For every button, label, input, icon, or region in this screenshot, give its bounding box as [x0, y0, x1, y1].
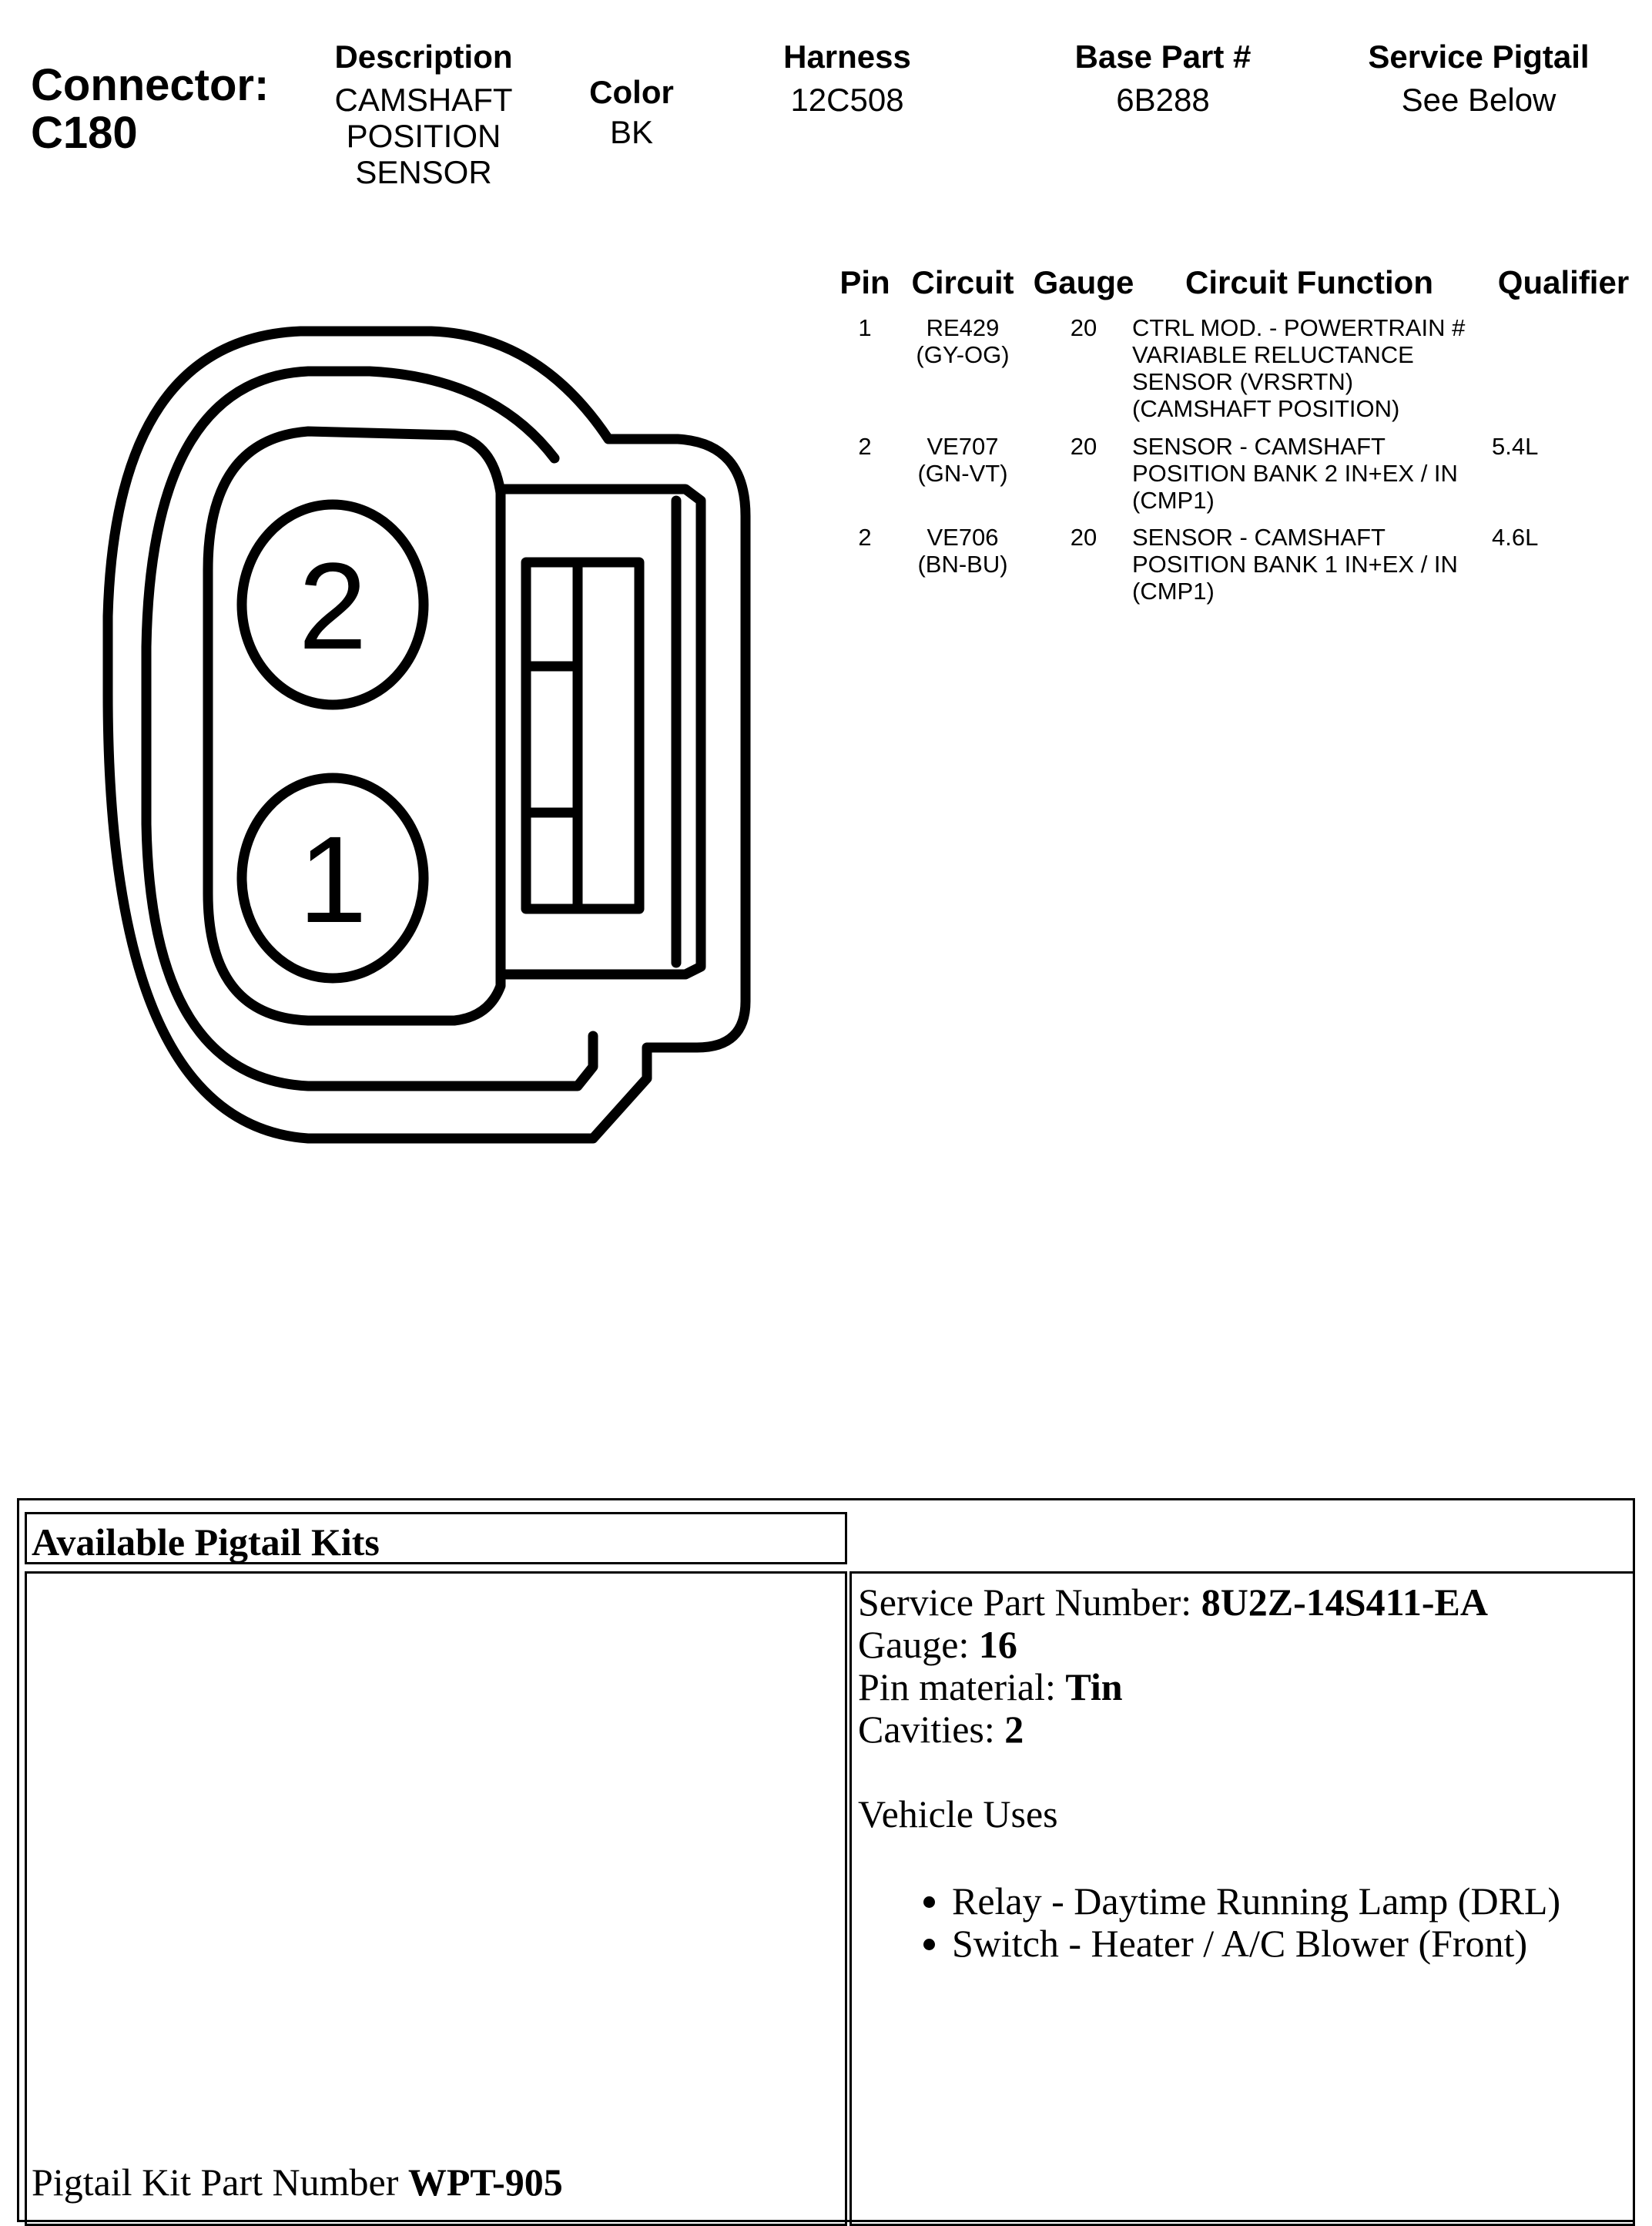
color-value: BK	[609, 114, 654, 150]
service-pigtail-column	[1340, 37, 1617, 118]
pin-material-value: Tin	[1065, 1665, 1123, 1708]
table-row-3-pin: 2	[858, 524, 872, 551]
harness-column	[739, 37, 955, 118]
list-item: • Switch - Heater / A/C Blower (Front)	[952, 1923, 1560, 1965]
service-pigtail-value: See Below	[1401, 82, 1556, 118]
table-row-2-circuit: VE707 (GN-VT)	[917, 433, 1008, 487]
gauge-value: 16	[978, 1623, 1017, 1666]
vehicle-uses-label: Vehicle Uses	[858, 1792, 1058, 1835]
table-row-1-circuit: RE429 (GY-OG)	[916, 314, 1010, 368]
pigtail-kit-part-number: Pigtail Kit Part Number WPT-905	[32, 2161, 563, 2204]
description-column	[308, 37, 539, 190]
table-row-1-pin: 1	[858, 314, 872, 341]
circuit-function-header: Circuit Function	[1185, 264, 1433, 300]
qualifier-header: Qualifier	[1497, 264, 1630, 300]
list-item: • Relay - Daytime Running Lamp (DRL)	[952, 1880, 1560, 1923]
harness-value: 12C508	[790, 82, 904, 118]
circuit-header: Circuit	[911, 264, 1014, 300]
pin-2-label: 2	[298, 537, 367, 675]
table-row-3-qualifier: 4.6L	[1492, 524, 1539, 551]
table-row-1-gauge: 20	[1070, 314, 1097, 341]
table-row-2-qualifier: 5.4L	[1492, 433, 1539, 460]
connector-id: C180	[31, 108, 138, 158]
vehicle-uses-list	[858, 1880, 1560, 1965]
pigtail-spec-list	[858, 1581, 1560, 1965]
base-part-value: 6B288	[1116, 82, 1210, 118]
connector-face-diagram	[92, 308, 770, 1163]
pigtail-kit-part-value: WPT-905	[407, 2161, 563, 2204]
description-value: CAMSHAFT POSITION SENSOR	[334, 82, 513, 190]
table-row-2-pin: 2	[858, 433, 872, 460]
cavities-line: Cavities: 2	[858, 1708, 1024, 1751]
table-row-3-gauge: 20	[1070, 524, 1097, 551]
connector-label: Connector:	[31, 60, 270, 110]
connector-title	[31, 62, 269, 157]
service-pigtail-label: Service Pigtail	[1368, 39, 1590, 75]
pigtail-image-panel	[25, 1571, 847, 2226]
pin-material-line: Pin material: Tin	[858, 1665, 1123, 1708]
pin-1-label: 1	[298, 810, 367, 948]
cavities-value: 2	[1004, 1708, 1024, 1751]
service-part-value: 8U2Z-14S411-EA	[1201, 1581, 1488, 1624]
harness-label: Harness	[783, 39, 911, 75]
base-part-column	[1032, 37, 1294, 118]
table-row-1-function: CTRL MOD. - POWERTRAIN # VARIABLE RELUCTANCE SENSOR (VRSRTN) (CAMSHAFT POSITION)	[1132, 314, 1466, 422]
pigtail-details-panel	[849, 1571, 1635, 2226]
description-label: Description	[334, 39, 513, 75]
table-row-2-function: SENSOR - CAMSHAFT POSITION BANK 2 IN+EX / IN (CMP1)	[1132, 433, 1458, 514]
base-part-label: Base Part #	[1074, 39, 1252, 75]
gauge-header: Gauge	[1033, 264, 1134, 300]
table-row-2-gauge: 20	[1070, 433, 1097, 460]
pigtail-kits-heading-box	[25, 1512, 847, 1564]
color-label: Color	[589, 74, 674, 110]
table-row-3-circuit: VE706 (BN-BU)	[917, 524, 1008, 578]
service-part-line: Service Part Number: 8U2Z-14S411-EA	[858, 1581, 1488, 1624]
pin-header: Pin	[839, 264, 890, 300]
pigtail-kits-heading: Available Pigtail Kits	[32, 1520, 380, 1564]
table-row-3-function: SENSOR - CAMSHAFT POSITION BANK 1 IN+EX / IN (CMP1)	[1132, 524, 1458, 605]
color-column	[555, 72, 709, 150]
gauge-line: Gauge: 16	[858, 1623, 1017, 1666]
